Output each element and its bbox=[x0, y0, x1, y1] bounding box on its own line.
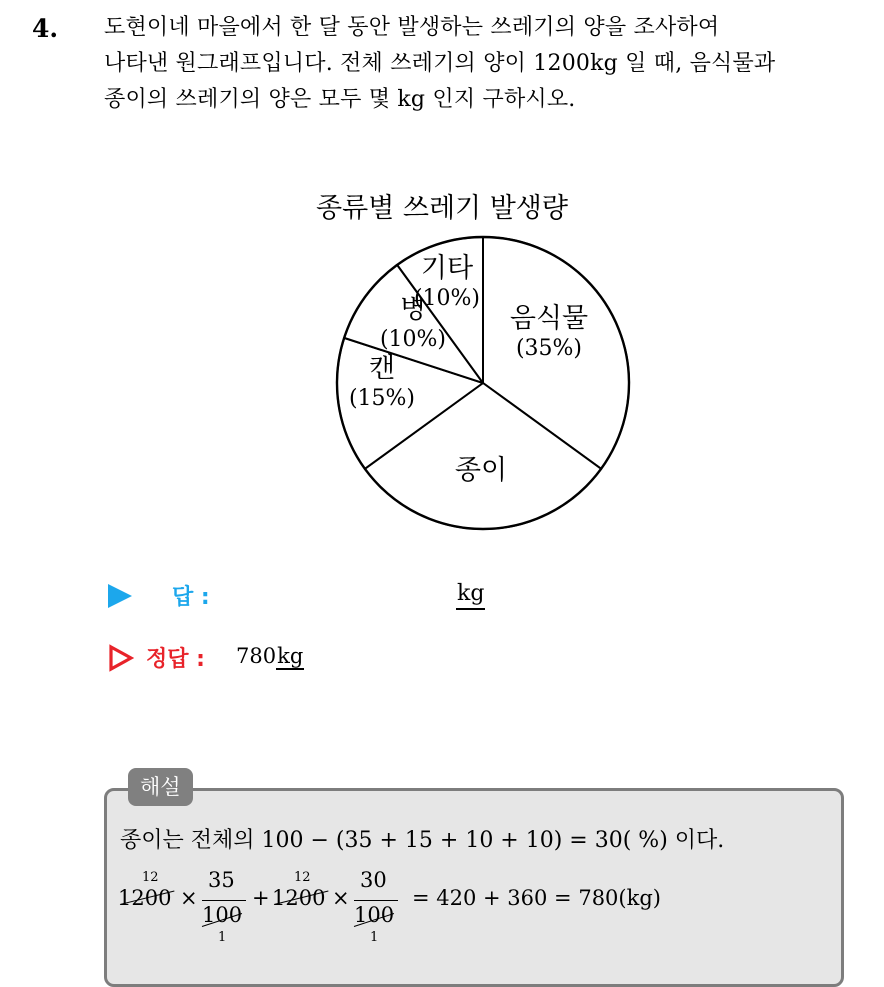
correct-label: 정답 : bbox=[146, 647, 205, 672]
term2-reduced: 12 bbox=[294, 870, 311, 885]
calc-result: = 420 + 360 = 780(kg) bbox=[412, 886, 661, 910]
pie-slice-label-2: 종이 bbox=[454, 455, 508, 486]
pie-slice-label-1: 음식물 bbox=[509, 303, 589, 334]
frac2-denominator: 100 bbox=[354, 903, 395, 927]
plus-sign: + bbox=[252, 886, 270, 910]
pie-slice-percent-3: (15%) bbox=[348, 386, 416, 411]
frac1-den-reduced: 1 bbox=[218, 930, 227, 945]
times-sign-1: × bbox=[180, 886, 198, 910]
explanation-calculation bbox=[118, 866, 818, 956]
pie-slice-label-3: 캔 bbox=[368, 353, 396, 384]
explanation-tag: 해설 bbox=[128, 768, 193, 806]
frac2-bar bbox=[354, 900, 398, 901]
question-line-2: 나타낸 원그래프입니다. 전체 쓰레기의 양이 1200kg 일 때, 음식물과 bbox=[104, 51, 776, 76]
frac1-denominator: 100 bbox=[202, 903, 243, 927]
term2-total: 1200 bbox=[272, 886, 326, 910]
frac1-bar bbox=[202, 900, 246, 901]
question-line-1: 도현이네 마을에서 한 달 동안 발생하는 쓰레기의 양을 조사하여 bbox=[104, 15, 720, 40]
term1-reduced: 12 bbox=[142, 870, 159, 885]
correct-value bbox=[236, 644, 304, 668]
pie-slice-label-5: 기타 bbox=[420, 253, 474, 284]
term1-total: 1200 bbox=[118, 886, 172, 910]
pie-slice-label-4: 병 bbox=[399, 294, 427, 325]
correct-number: 780 bbox=[236, 644, 277, 668]
answer-blank-unit[interactable]: kg bbox=[456, 580, 485, 610]
pie-slice-percent-5: (10%) bbox=[413, 286, 481, 311]
correct-unit: kg bbox=[277, 644, 304, 668]
pie-slice-percent-4: (10%) bbox=[379, 327, 447, 352]
answer-arrow-icon bbox=[108, 584, 132, 608]
answer-label: 답 : bbox=[172, 585, 210, 610]
frac2-numerator: 30 bbox=[360, 868, 387, 892]
times-sign-2: × bbox=[332, 886, 350, 910]
chart-title: 종류별 쓰레기 발생량 bbox=[316, 193, 568, 224]
frac1-numerator: 35 bbox=[208, 868, 235, 892]
frac2-den-reduced: 1 bbox=[370, 930, 379, 945]
question-line-3: 종이의 쓰레기의 양은 모두 몇 kg 인지 구하시오. bbox=[104, 87, 576, 112]
pie-slice-percent-1: (35%) bbox=[515, 336, 583, 361]
correct-arrow-icon bbox=[108, 644, 134, 672]
explanation-line-1: 종이는 전체의 100 − (35 + 15 + 10 + 10) = 30( %) 이다. bbox=[120, 828, 725, 853]
question-number: 4. bbox=[32, 14, 59, 43]
